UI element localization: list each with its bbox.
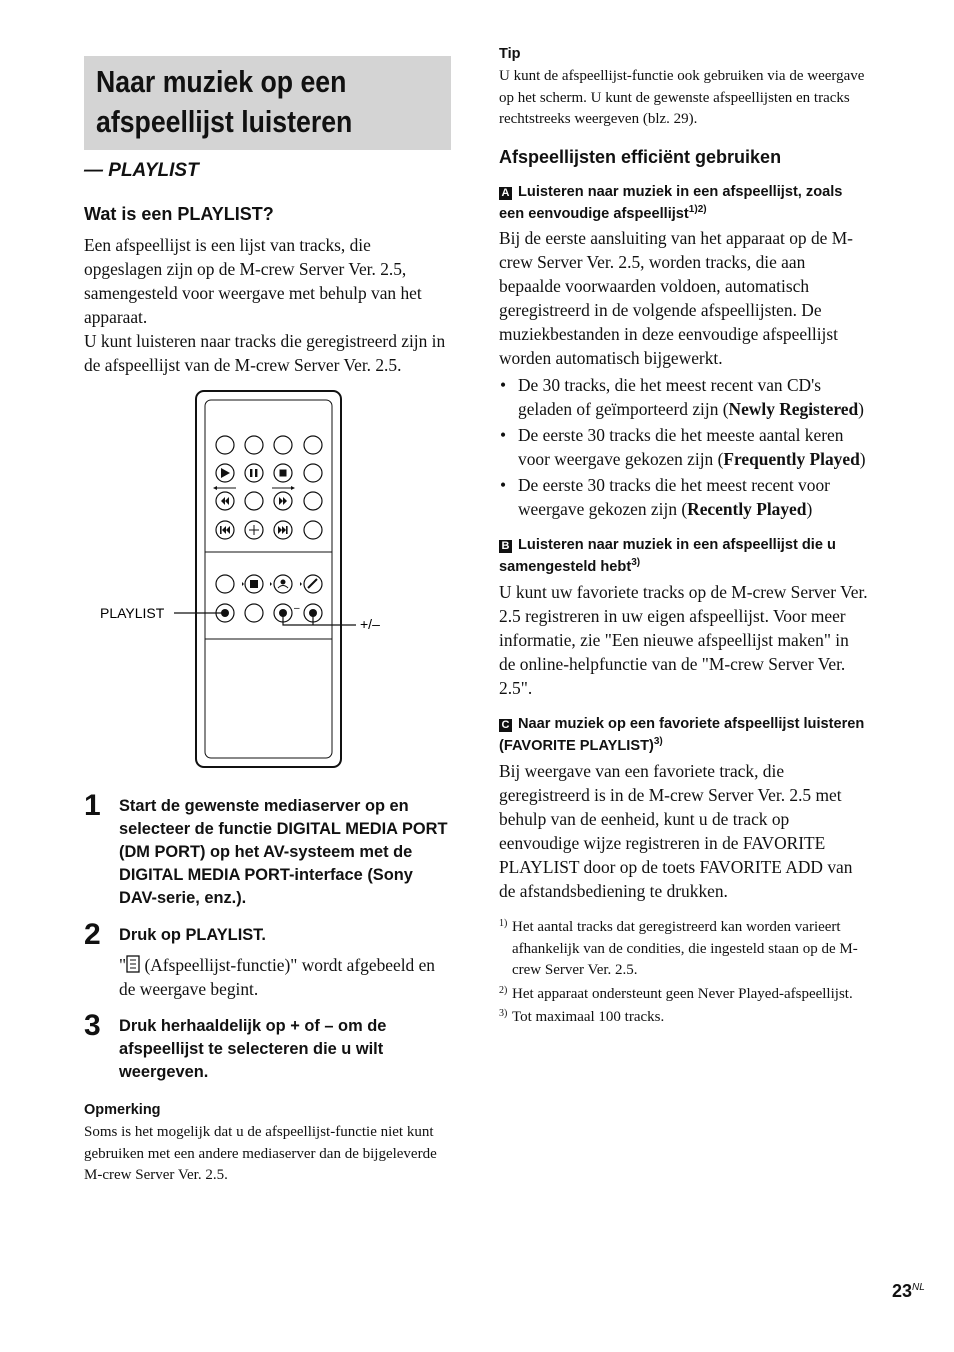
title-line-1: Naar muziek op een: [96, 64, 347, 99]
footnote: 1) Het aantal tracks dat geregistreerd kan worden varieert afhankelijk van de condities, die ingesteld staan op de M-crew Server Ver. 2.5.: [499, 918, 858, 979]
page-title: [96, 62, 391, 142]
list-item: • De eerste 30 tracks die het meeste aantal keren voor weergave gekozen zijn (Frequently Played): [499, 423, 869, 471]
step-detail: " (Afspeellijst-functie)" wordt afgebeeld en de weergave begint.: [119, 955, 436, 999]
title-line-2: afspeellijst luisteren: [96, 104, 353, 139]
note-text: Soms is het mogelijk dat u de afspeellijst-functie niet kunt gebruiken met een andere mediaserver dan de bijgeleverde M-crew Server Ver. 2.5.: [84, 1124, 437, 1183]
title-box: [84, 56, 451, 150]
remote-figure: [84, 389, 452, 789]
left-column: [84, 56, 452, 1187]
efficient-heading: Afspeellijsten efficiënt gebruiken: [499, 146, 782, 167]
list-item: • De 30 tracks, die het meest recent van CD's geladen of geïmporteerd zijn (Newly Registered): [499, 373, 869, 421]
what-paragraph-1: Een afspeellijst is een lijst van tracks, die opgeslagen zijn op de M-crew Server Ver. 2.5, samengesteld voor weergave met behulp van het apparaat.: [84, 235, 422, 327]
step-number: 2: [84, 918, 101, 951]
letter-b-badge: B: [499, 540, 512, 553]
list-item: • De eerste 30 tracks die het meest recent voor weergave gekozen zijn (Recently Played): [499, 473, 869, 521]
playlist-function-icon: [126, 955, 140, 973]
step-text: Druk herhaaldelijk op + of – om de afspeellijst te selecteren die u wilt weergeven.: [119, 1017, 387, 1081]
step-number: 3: [84, 1009, 101, 1042]
section-c-heading: C Naar muziek op een favoriete afspeellijst luisteren (FAVORITE PLAYLIST)$^{3)}$: [499, 716, 865, 755]
step-number: 1: [84, 789, 101, 822]
tip-heading: Tip: [499, 46, 521, 62]
footnote: 2) Het apparaat ondersteunt geen Never Played-afspeellijst.: [499, 984, 853, 1002]
page-subtitle: — PLAYLIST: [84, 160, 199, 181]
letter-c-badge: C: [499, 719, 512, 732]
remote-illustration: [84, 389, 452, 789]
section-a-text: Bij de eerste aansluiting van het apparaat op de M-crew Server Ver. 2.5, worden tracks, die aan bepaalde voorwaarden voldoen, automatisch geregistreerd in de volgende afspeellijsten. De muziekbestanden in deze eenvoudige afspeellijst worden automatisch bijgewerkt.: [499, 228, 853, 369]
step-text: Start de gewenste mediaserver op en selecteer de functie DIGITAL MEDIA PORT (DM PORT) op het AV-systeem met de DIGITAL MEDIA PORT-interface (Sony DAV-serie, enz.).: [119, 797, 448, 907]
step-text: Druk op PLAYLIST.: [119, 926, 266, 944]
plus-minus-label: +/–: [360, 616, 380, 632]
tip-text: U kunt de afspeellijst-functie ook gebruiken via de weergave op het scherm. U kunt de gewenste afspeellijsten en tracks rechtstreeks weergeven (blz. 29).: [499, 68, 865, 127]
footnotes: [499, 917, 869, 1029]
section-b-heading: B Luisteren naar muziek in een afspeellijst die u samengesteld hebt$^{3)}$: [499, 537, 836, 576]
playlist-label: PLAYLIST: [100, 605, 165, 621]
section-c-text: Bij weergave van een favoriete track, die geregistreerd is in de M-crew Server Ver. 2.5 met behulp van de eenheid, kunt u de track op eenvoudige wijze registreren in de FAVORITE PLAYLIST door op de toets FAVORITE ADD van de afstandsbediening te drukken.: [499, 761, 853, 902]
right-column: [499, 46, 869, 1031]
step-3: [84, 1009, 452, 1084]
step-2: [84, 918, 452, 1001]
what-heading: Wat is een PLAYLIST?: [84, 204, 274, 224]
playlist-bullets: [499, 373, 869, 521]
note-heading: Opmerking: [84, 1102, 161, 1118]
svg-text:–: –: [294, 603, 300, 614]
section-b-text: U kunt uw favoriete tracks op de M-crew Server Ver. 2.5 registreren in uw eigen afspeellijst. Voor meer informatie, zie "Een nieuwe afspeellijst maken" in de online-helpfunctie van de "M-crew Server Ver. 2.5".: [499, 582, 868, 699]
page-number: $23^{NL}$: [892, 1281, 925, 1301]
what-paragraph-2: U kunt luisteren naar tracks die geregistreerd zijn in de afspeellijst van de M-crew Server Ver. 2.5.: [84, 331, 446, 375]
footnote: 3) Tot maximaal 100 tracks.: [499, 1008, 665, 1026]
letter-a-badge: A: [499, 187, 512, 200]
section-a-heading: A Luisteren naar muziek in een afspeellijst, zoals een eenvoudige afspeellijst$^{1)2)}$: [499, 183, 843, 222]
step-1: [84, 789, 452, 910]
